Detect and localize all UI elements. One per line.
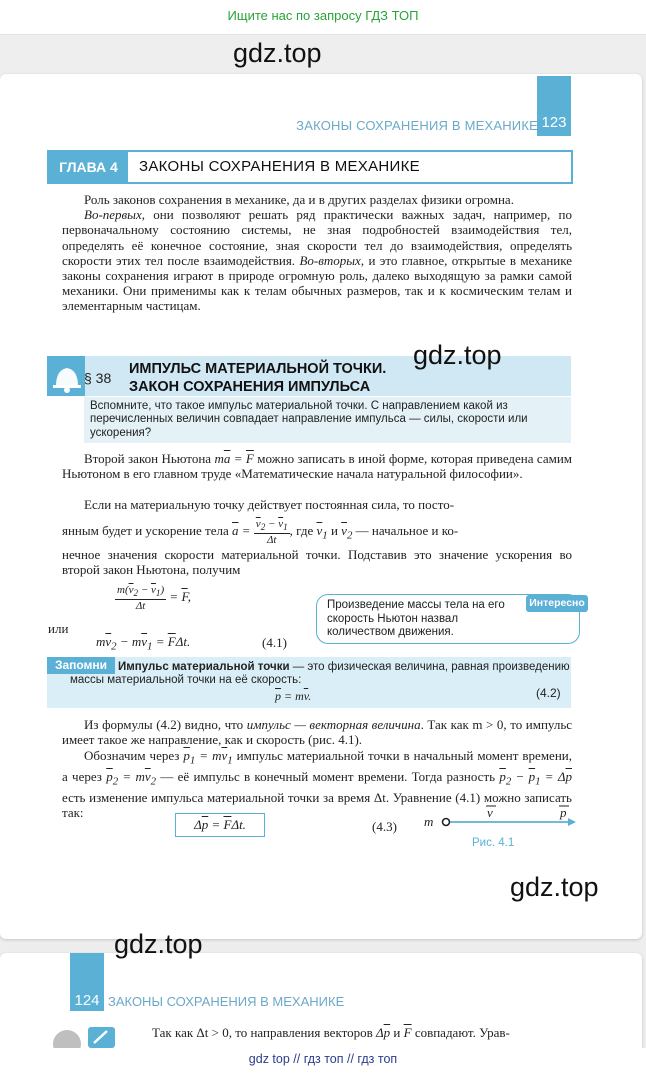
change-text-b4: есть изменение импульса материальной точки за время Δt. Уравнение (4.1) можно записать так:: [62, 789, 572, 820]
page-number-box: [537, 76, 571, 136]
page2-text: Так как Δt > 0, то направления векторов $\Delta\overline{p}$ и $\overline{F}$ совпадают. Урав-: [152, 1025, 510, 1040]
chapter-title: ЗАКОНЫ СОХРАНЕНИЯ В МЕХАНИКЕ: [139, 158, 420, 175]
or-word: или: [48, 621, 69, 636]
section-title-2: ЗАКОН СОХРАНЕНИЯ ИМПУЛЬСА: [129, 379, 371, 395]
change-text-b3: — её импульс в конечный момент времени. Тогда разность: [160, 768, 496, 784]
vector-text-a2: импульс — векторная величина: [246, 717, 421, 732]
momentum-arrowhead: [568, 818, 576, 826]
intro-first: Во-первых: [84, 207, 142, 223]
momentum-label: p: [560, 805, 567, 820]
accel-text-a: янным будет и ускорение тела: [62, 523, 229, 539]
section-title-1: ИМПУЛЬС МАТЕРИАЛЬНОЙ ТОЧКИ.: [129, 361, 387, 377]
accel-text-c: и: [330, 523, 338, 539]
remember-text: [70, 661, 570, 687]
figure-4-1: [420, 803, 580, 835]
remember-term: Импульс материальной точки: [118, 661, 290, 673]
page2-text-b: и: [393, 1025, 401, 1040]
change-paragraph: Обозначим через $\overline{p}_1 = m\overline{v}_1$ импульс материальной точки в начальный момент времени, а через $\overline{p}_2 = m\overline{v}_2$ — её импульс в конечный момент времени. Тогда разность $\overline{p}_2 - \overline{p}_1 = \Delta\overline{p}$ есть изменение импульса материальной точки за время Δt. Уравнение (4.1) можно записать так:: [62, 748, 572, 820]
accel-text-b: , где: [289, 523, 314, 539]
force-line: Если на материальную точку действует постоянная сила, то посто-: [84, 497, 455, 512]
equation-number-4-1: (4.1): [262, 635, 287, 650]
accel-line: янным будет и ускорение тела $\overline{a}$ = $\frac{\overline{v}_2 - \overline{v}_1}{\Delta t}$ , где $\overline{v}_1$ и $\overline{v}_2$ — начальное и ко-: [62, 518, 459, 547]
equation-4-3: $\Delta\overline{p} = \overline{F}\Delta t$.: [175, 813, 265, 837]
watermark: gdz.top: [413, 340, 502, 370]
interesting-tag: Интересно: [526, 595, 588, 612]
banner-text: Ищите нас по запросу ГДЗ ТОП: [227, 8, 419, 23]
vector-text-a3: . Так как: [420, 717, 469, 732]
watermark: gdz.top: [233, 38, 322, 68]
newton-text-a: Второй закон Ньютона: [84, 451, 212, 466]
page-number-2: 124: [74, 992, 100, 1009]
top-banner: [0, 0, 646, 35]
equation-number-4-2: (4.2): [536, 686, 561, 700]
change-text-b1: Обозначим через: [84, 748, 180, 763]
recall-box: [84, 397, 571, 443]
accel-fraction: $\frac{\overline{v}_2 - \overline{v}_1}{\Delta t}$: [255, 518, 288, 547]
equation-momentum-form: $\frac{m(\overline{v}_2 - \overline{v}_1)}{\Delta t}$ = $\overline{F}$,: [117, 584, 191, 613]
page2-text-a: Так как Δt > 0, то направления векторов: [152, 1025, 373, 1040]
remember-tag: Запомни: [47, 657, 115, 674]
chapter-label: ГЛАВА 4: [49, 152, 128, 182]
newton-text-b: можно записать в иной форме, которая приведена самим Ньютоном в его главном труде «Математические начала натуральной философии».: [62, 451, 573, 482]
intro-text-2: , они позволяют решать ряд практически важных задач, например, по первоначальному состоянию системы, не зная подробностей взаимодействия тел, определять её конечное состояние, зная скорости тел до взаимодействия, определять скорости этих тел после взаимодействия.: [62, 207, 572, 268]
mass-point: [443, 819, 450, 826]
figure-caption: Рис. 4.1: [472, 837, 515, 849]
change-text-b2: импульс материальной точки в начальный момент времени, а через: [62, 748, 572, 784]
accel-text-d: — начальное и ко-: [355, 523, 459, 539]
newton-paragraph: [62, 451, 572, 481]
values-paragraph: нечное значения скорости материальной точки. Подставив это значение ускорения во второй закон Ньютона, получим: [62, 547, 572, 578]
intro-second: Во-вторых: [299, 252, 361, 268]
remember-definition: — это физическая величина, равная произведению массы материальной точки на её скорость:: [70, 661, 570, 686]
bell-icon: [47, 356, 85, 396]
running-head-2: ЗАКОНЫ СОХРАНЕНИЯ В МЕХАНИКЕ: [108, 994, 345, 1009]
vector-text-a4: m > 0, то импульс имеет такое же направление, как и скорость (рис. 4.1).: [62, 717, 573, 748]
circle-icon: [53, 1030, 81, 1048]
mass-label: m: [424, 814, 434, 829]
intro-paragraph: [62, 192, 572, 314]
intro-text-3: , и это главное, открытые в механике законы сохранения играют в природе огромную роль, далеко выходящую за рамки самой механики. Они применимы как к телам обычных размеров, так и к космическим телам и элементарным частицам.: [62, 252, 573, 314]
interesting-box: [316, 594, 585, 644]
velocity-label: v: [487, 805, 493, 820]
watermark: gdz.top: [510, 872, 599, 902]
page2-icons: [52, 1026, 118, 1048]
footer-text: gdz top // гдз топ // гдз топ: [248, 1052, 398, 1066]
page2-text-c: совпадают. Урав-: [414, 1025, 510, 1040]
page-number: 123: [541, 114, 567, 131]
interesting-text: Произведение массы тела на его скорость Ньютон назвал количеством движения.: [327, 599, 505, 638]
equation-4-2: $\overline{p} = m\overline{v}$.: [275, 689, 312, 703]
equation-number-4-3: (4.3): [372, 819, 397, 834]
section-number: § 38: [84, 370, 112, 386]
vector-text-a1: Из формулы (4.2) видно, что: [84, 717, 244, 732]
vector-paragraph: [62, 717, 572, 747]
intro-text-1: Роль законов сохранения в механике, да и в других разделах физики огромна.: [84, 192, 514, 207]
newton-formula: $m\overline{a} = \overline{F}$: [214, 451, 254, 466]
running-head: ЗАКОНЫ СОХРАНЕНИЯ В МЕХАНИКЕ: [296, 118, 538, 133]
chapter-header: [47, 150, 573, 184]
equation-4-1: $m\overline{v}_2 - m\overline{v}_1 = \overline{F}\Delta t$.: [96, 634, 191, 653]
recall-text: Вспомните, что такое импульс материальной точки. С направлением какой из перечисленных величин совпадает направление импульса — силы, скорости или ускорения?: [90, 400, 528, 439]
footer-bar: [0, 1048, 646, 1076]
page-number-box-2: [70, 953, 104, 1011]
section-title: [129, 360, 386, 396]
watermark: gdz.top: [114, 929, 203, 959]
